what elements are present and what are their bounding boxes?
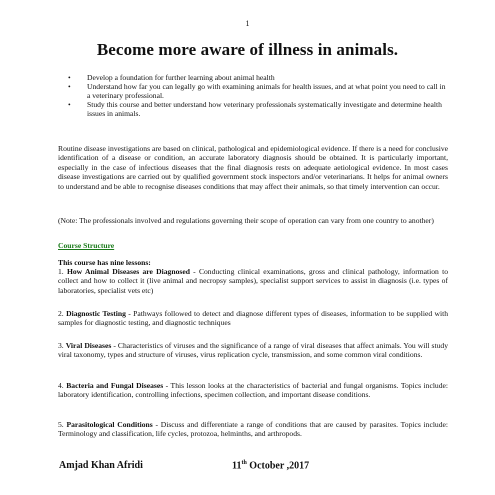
lesson-name: Viral Diseases xyxy=(65,341,112,350)
lesson-number: 2. xyxy=(58,309,67,318)
objective-text: Study this course and better understand how veterinary professionals systematically investigate and determine health issues in animals. xyxy=(87,100,442,118)
lesson-item xyxy=(58,309,448,328)
list-item xyxy=(60,82,450,100)
bullet-icon: • xyxy=(68,82,71,91)
lesson-item xyxy=(58,420,448,439)
lesson-item xyxy=(58,341,448,360)
lesson-name: Diagnostic Testing xyxy=(66,309,126,318)
lesson-description: - Characteristics of viruses and the significance of a range of viral diseases that affect animals. You will study viral taxonomy, types and structure of viruses, virus replication cycle, transmission, and some common viral conditions. xyxy=(58,341,448,360)
page-number: 1 xyxy=(245,19,250,28)
author-name: Amjad Khan Afridi xyxy=(59,460,143,471)
objective-text: Develop a foundation for further learning about animal health xyxy=(87,73,275,82)
objectives-list xyxy=(60,73,450,118)
lesson-item xyxy=(58,381,448,400)
bullet-icon: • xyxy=(68,100,71,109)
date-suffix: th xyxy=(241,460,247,466)
lessons-heading: This course has nine lessons: xyxy=(58,258,151,267)
lesson-name: Bacteria and Fungal Diseases xyxy=(66,381,164,390)
document-date xyxy=(232,460,309,471)
objective-text: Understand how far you can legally go with examining animals for health issues, and at what point you need to call in a veterinary professional. xyxy=(87,82,446,100)
lesson-number: 5. xyxy=(58,420,67,429)
lesson-item xyxy=(58,267,448,295)
date-month-year: October ,2017 xyxy=(246,460,310,472)
lesson-name: How Animal Diseases are Diagnosed xyxy=(66,267,190,276)
lesson-number: 3. xyxy=(58,341,66,350)
lesson-number: 4. xyxy=(58,381,67,390)
bullet-icon: • xyxy=(68,73,71,82)
date-day: 11 xyxy=(232,460,242,472)
lesson-name: Parasitological Conditions xyxy=(66,420,153,429)
page-title: Become more aware of illness in animals. xyxy=(96,40,399,59)
list-item xyxy=(60,100,450,118)
lesson-number: 1. xyxy=(58,267,67,276)
intro-paragraph: Routine disease investigations are based on clinical, pathological and epidemiological evidence. If there is a need for conclusive identification of a disease or condition, an accurate laboratory diagnosis should be obtained. It is particularly important, especially in the case of infectious diseases that the final diagnosis rests on adequate aetiological evidence. In most cases disease investigations are carried out by qualified government stock inspectors and/or veterinarians. It helps for animal owners to understand and be able to recognise diseases conditions that may affect their animals, so that timely intervention can occur. xyxy=(58,144,448,191)
list-item xyxy=(60,73,450,82)
lesson-description: - Discuss and differentiate a range of conditions that are caused by parasites. Topics include: Terminology and classification, life cycles, protozoa, helminths, and arthropods. xyxy=(58,420,449,439)
lesson-description: - This lesson looks at the characteristics of bacterial and fungal organisms. Topics include: laboratory identification, controlling infections, specimen collection, and important disease conditions. xyxy=(58,381,448,400)
course-structure-heading: Course Structure xyxy=(58,241,115,250)
lesson-description: - Pathways followed to detect and diagnose different types of diseases, information to be supplied with samples for diagnostic testing, and diagnostic techniques xyxy=(58,309,449,328)
note-paragraph: (Note: The professionals involved and regulations governing their scope of operation can vary from one country to another) xyxy=(58,216,434,225)
lesson-description: - Conducting clinical examinations, gross and clinical pathology, information to collect and how to collect it (live animal and necropsy samples), specialist support services to assist in diagnosis (i.e. types of laboratories, specialist vets etc) xyxy=(58,267,448,295)
